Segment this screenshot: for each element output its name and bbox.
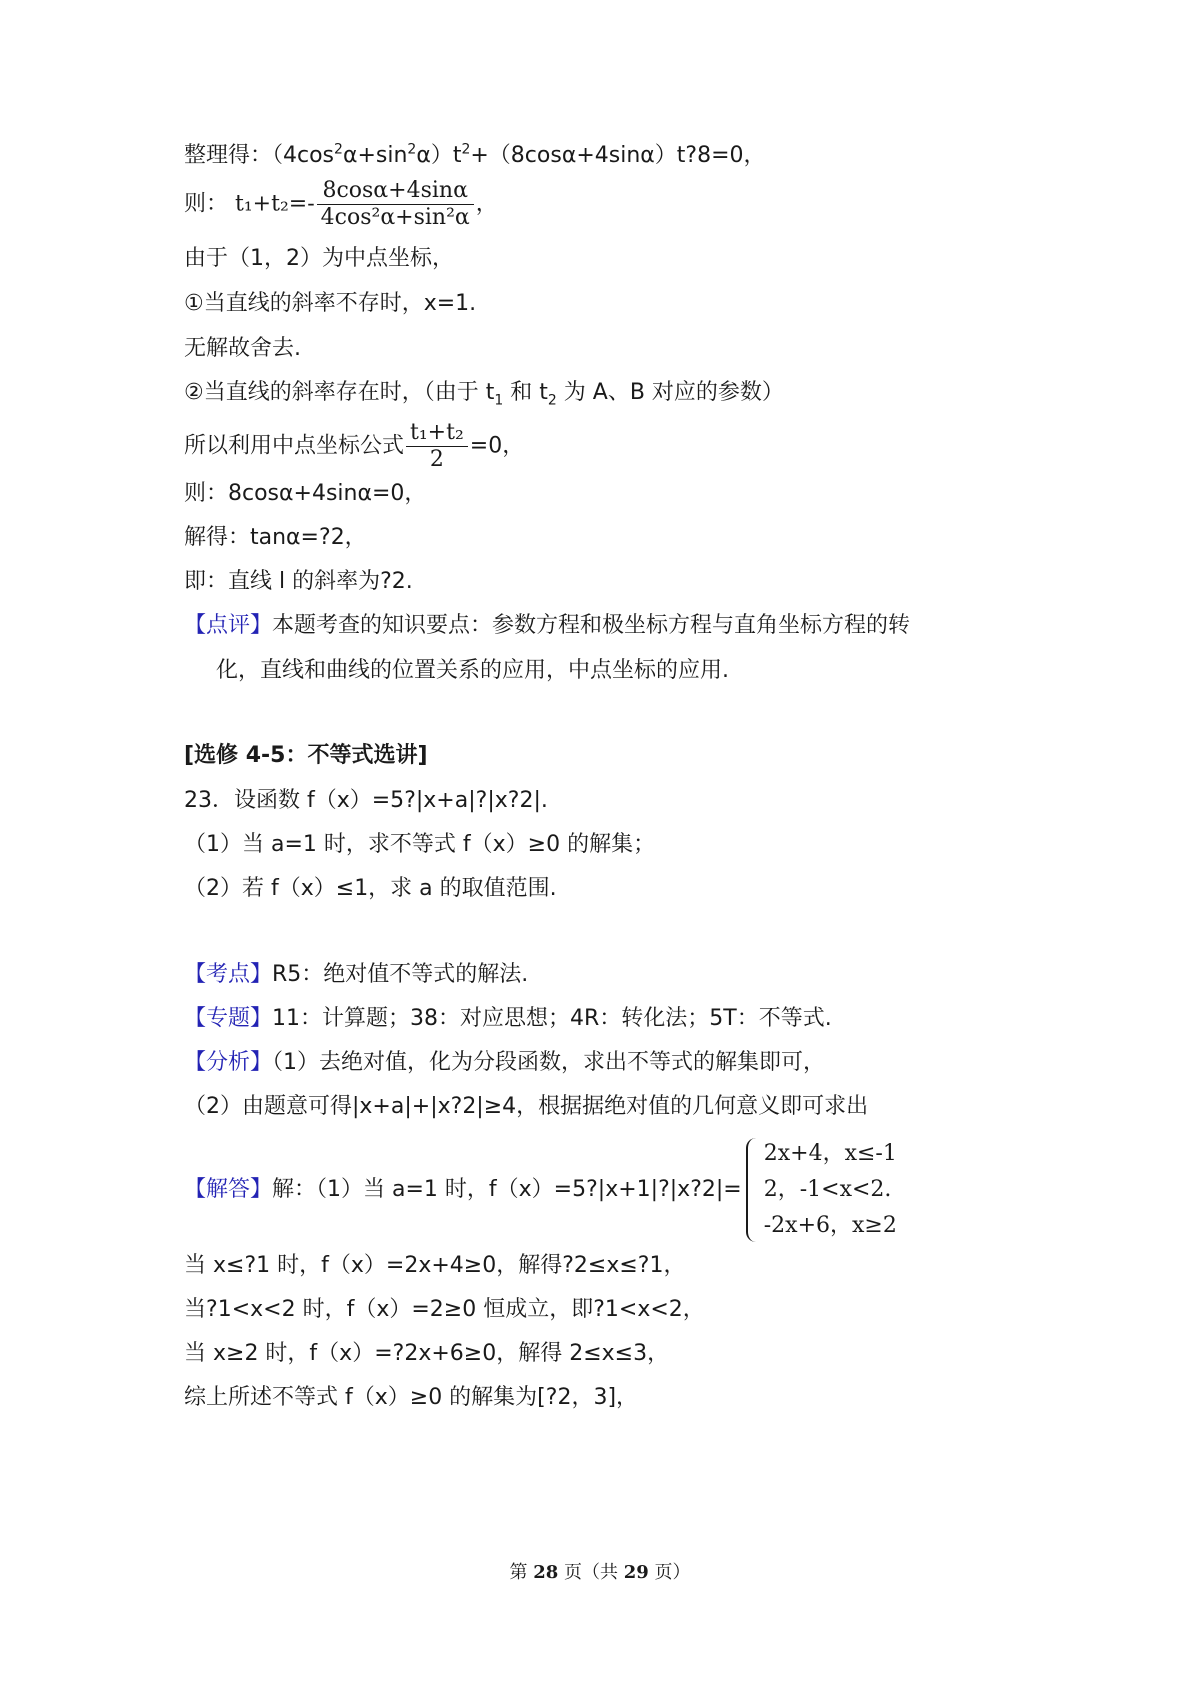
fraction: $\frac{8\cos\alpha+4\sin\alpha}{\text{4cos²α+sin²α}}$ <box>317 178 474 231</box>
kaodian-line: 【考点】R5：绝对值不等式的解法. <box>184 962 529 987</box>
equation-line: 整理得：$(4\cos^2\alpha+\sin^2\alpha)t^2+(8\cos\alpha+4\sin\alpha)t?8=0$， <box>184 141 766 168</box>
review-line: 【点评】本题考查的知识要点：参数方程和极坐标方程与直角坐标方程的转 <box>184 613 911 638</box>
review-line: 化，直线和曲线的位置关系的应用，中点坐标的应用. <box>216 658 729 683</box>
jieda-line: 【解答】解：（1）当 a=1 时，f（x）=5?|x+1|?|x?2|= 2x+4，x≤-1 2，-1<x<2. -2x+6，x≥2 <box>184 1136 897 1244</box>
missing-glyph: ? <box>685 143 698 168</box>
solution-line: 综上所述不等式 f（x）≥0 的解集为[?2，3]， <box>184 1385 639 1410</box>
text-line: ②当直线的斜率存在时，（由于 $t_1$ 和 $t_2$ 为 A、B 对应的参数） <box>184 380 784 409</box>
text-line: ①当直线的斜率不存时，x=1. <box>184 291 477 316</box>
fraction: $\frac{\text{t₁+t₂}}{2}$ <box>406 420 468 473</box>
piecewise-function: 2x+4，x≤-1 2，-1<x<2. -2x+6，x≥2 <box>742 1136 897 1244</box>
question-line: （1）当 a=1 时，求不等式 f（x）≥0 的解集； <box>184 832 656 857</box>
zhuanti-line: 【专题】11：计算题；38：对应思想；4R：转化法；5T：不等式. <box>184 1006 832 1031</box>
question-line: 23．设函数 f（x）=5?|x+a|?|x?2|. <box>184 788 548 813</box>
fraction-line: 所以利用中点坐标公式 $\frac{\text{t₁+t₂}}{2}$ =0， <box>184 420 525 472</box>
text-line: 解得：tanα=?2， <box>184 525 367 550</box>
fraction-line: 则： t₁+t₂=- $\frac{8\cos\alpha+4\sin\alpha}{\text{4cos²α+sin²α}}$ ， <box>184 178 498 230</box>
text-line: 则：8cosα+4sinα=0， <box>184 481 427 506</box>
section-heading: [选修 4-5：不等式选讲] <box>184 743 428 768</box>
question-line: （2）若 f（x）≤1，求 a 的取值范围. <box>184 876 557 901</box>
text-line: 即：直线 l 的斜率为?2. <box>184 569 413 594</box>
solution-line: 当?1<x<2 时，f（x）=2≥0 恒成立，即?1<x<2， <box>184 1297 705 1322</box>
fenxi-line: 【分析】（1）去绝对值，化为分段函数，求出不等式的解集即可， <box>184 1050 826 1075</box>
review-tag: 【点评】 <box>184 613 273 638</box>
solution-line: 当 x≥2 时，f（x）=?2x+6≥0，解得 2≤x≤3， <box>184 1341 670 1366</box>
page-footer: 第 28 页（共 29 页） <box>509 1562 691 1583</box>
solution-line: 当 x≤?1 时，f（x）=2x+4≥0，解得?2≤x≤?1， <box>184 1253 686 1278</box>
fenxi-line: （2）由题意可得|x+a|+|x?2|≥4，根据据绝对值的几何意义即可求出 <box>184 1094 869 1119</box>
text-line: 无解故舍去. <box>184 336 301 361</box>
text-line: 由于（1，2）为中点坐标， <box>184 246 454 271</box>
